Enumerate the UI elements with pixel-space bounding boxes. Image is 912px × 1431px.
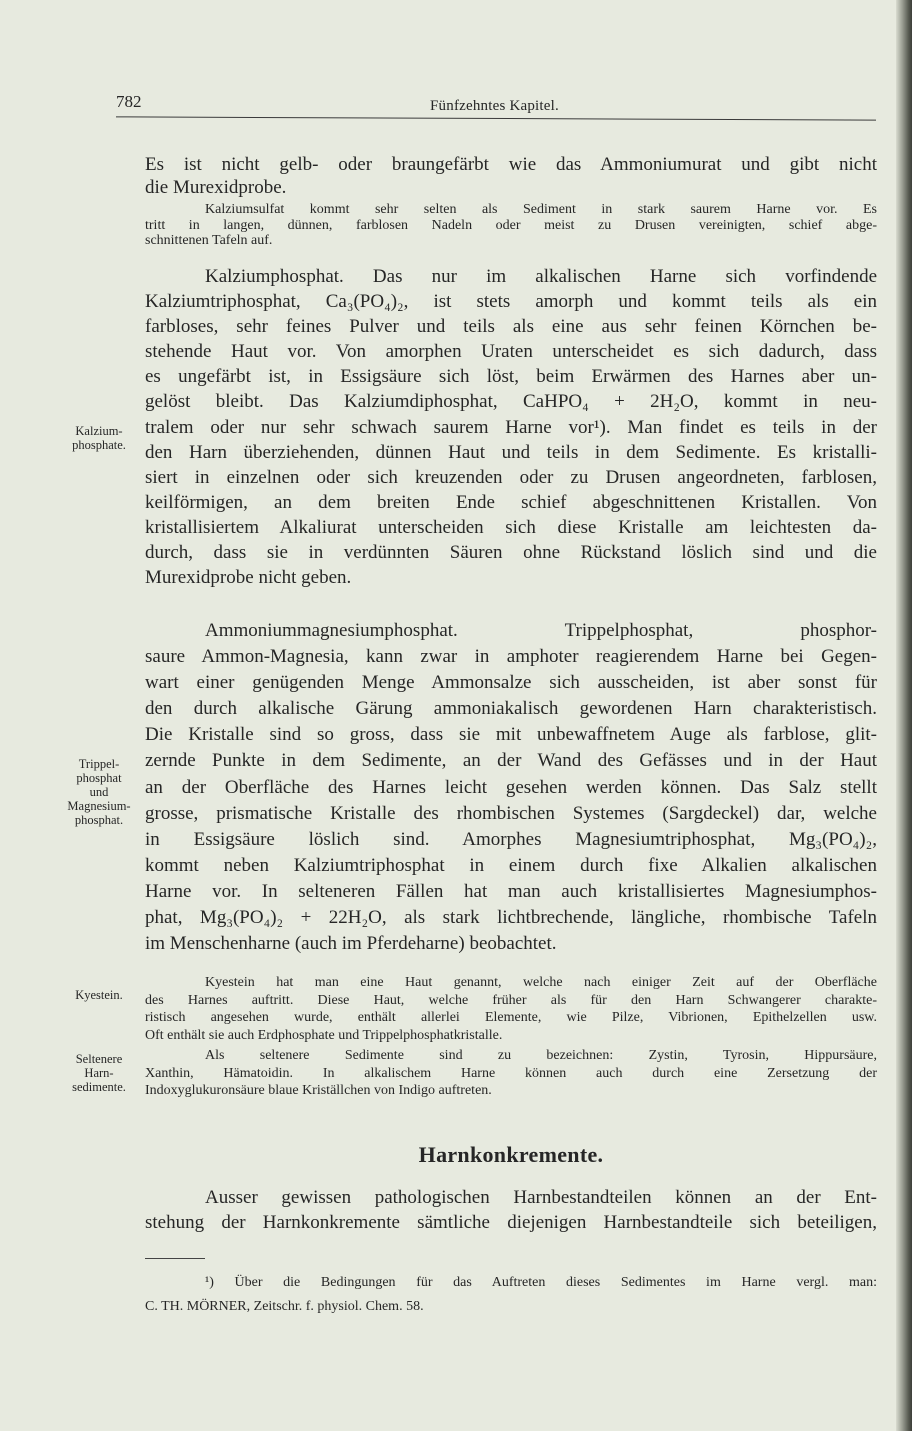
text-line: tralem oder nur sehr schwach saurem Harne vor¹). Man findet es teils in der [145,416,877,438]
margin-note-kyestein [58,988,140,1002]
margin-note-line: und [89,785,109,799]
text-line: Ammoniummagnesiumphosphat. Trippelphosphat, phosphor- [205,620,877,641]
paragraph-kyestein [145,974,877,1044]
page-number: 782 [116,92,142,111]
margin-note-line: Seltenere [75,1052,123,1066]
text-line: die Murexidprobe. [145,177,287,198]
text-line: an der Oberfläche des Harnes leicht gesehen werden können. Das Salz stellt [145,776,877,798]
text-line: C. TH. MÖRNER, Zeitschr. f. physiol. Chem. 58. [145,1299,424,1314]
paragraph-harnkonkremente [145,1185,877,1235]
text-line: den Harn überziehenden, dünnen Haut und teils in dem Sedimente. Es kristalli- [145,441,877,463]
text-line: saure Ammon-Magnesia, kann zwar in amphoter reagierendem Harne bei Gegen- [145,646,877,668]
paragraph-kalziumsulfat [145,202,877,249]
text-line: Kalziumphosphat. Das nur im alkalischen Harne sich vorfindende [205,266,877,287]
margin-note-line: phosphat [76,771,122,785]
text-line: Indoxyglukuronsäure blaue Kriställchen von Indigo auftreten. [145,1083,492,1099]
running-title: Fünfzehntes Kapitel. [430,98,559,114]
text-line: Ausser gewissen pathologischen Harnbestandteilen können an der Ent- [205,1187,877,1208]
text-line: ¹) Über die Bedingungen für das Auftreten dieses Sedimentes im Harne vergl. man: [205,1275,877,1290]
footnote-rule [145,1258,205,1259]
text-line: kommt neben Kalziumtriphosphat in einem durch fixe Alkalien alkalischen [145,854,877,876]
margin-note-kalziumphosphate [58,424,140,452]
text-line: schnittenen Tafeln auf. [145,233,273,248]
text-line: den durch alkalische Gärung ammoniakalisch gewordenen Harn charakteristisch. [145,698,877,720]
page-binding-shadow [896,0,912,1431]
margin-note-line: sedimente. [72,1080,126,1094]
text-line: Es ist nicht gelb- oder braungefärbt wie das Ammoniumurat und gibt nicht [145,154,877,175]
text-line: tritt in langen, dünnen, farblosen Nadeln oder meist zu Drusen vereinigten, schief abge- [145,217,877,233]
text-line: stehende Haut vor. Von amorphen Uraten unterscheidet es sich dadurch, dass [145,341,877,363]
text-line: ristisch angesehen wurde, enthält allerlei Elemente, wie Pilze, Vibrionen, Epithelzellen usw. [145,1010,877,1026]
text-line: Kalziumsulfat kommt sehr selten als Sediment in stark saurem Harne vor. Es [205,202,877,217]
text-line: Kalziumtriphosphat, Ca₃(PO₄)₂, ist stets amorph und kommt teils als ein [145,291,877,313]
margin-note-trippelphosphat [58,757,140,827]
text-line: keilförmigen, an dem breiten Ende schief abgeschnittenen Kristallen. Von [145,491,877,513]
text-line: gelöst bleibt. Das Kalziumdiphosphat, CaHPO₄ + 2H₂O, kommt in neu- [145,391,877,413]
margin-note-line: Kalzium- [75,424,123,438]
text-line: Murexidprobe nicht geben. [145,567,352,589]
margin-note-seltene-sedimente [58,1052,140,1094]
paragraph-seltene-sedimente [145,1047,877,1100]
paragraph-intro [145,153,877,199]
text-line: Als seltenere Sedimente sind zu bezeichnen: Zystin, Tyrosin, Hippursäure, [205,1048,877,1063]
text-line: wart einer genügenden Menge Ammonsalze sich ausscheiden, ist aber sonst für [145,672,877,694]
text-line: grosse, prismatische Kristalle des rhombischen Systemes (Sargdeckel) dar, welche [145,802,877,824]
text-line: des Harnes auftritt. Diese Haut, welche früher als für den Harn Schwangerer charakte- [145,992,877,1008]
text-line: im Menschenharne (auch im Pferdeharne) beobachtet. [145,933,557,955]
paragraph-kalziumphosphat [145,264,877,590]
margin-note-line: Magnesium- [67,799,131,813]
text-line: kristallisiertem Alkaliurat unterscheiden sich diese Kristalle am leichtesten da- [145,516,877,538]
text-line: Oft enthält sie auch Erdphosphate und Trippelphosphatkristalle. [145,1027,503,1043]
text-line: stehung der Harnkonkremente sämtliche diejenigen Harnbestandteile sich beteiligen, [145,1212,877,1233]
text-line: Xanthin, Hämatoidin. In alkalischem Harne können auch durch eine Zersetzung der [145,1065,877,1081]
text-line: Die Kristalle sind so gross, dass sie mit unbewaffnetem Auge als farblose, glit- [145,724,877,746]
margin-note-line: Trippel- [78,757,120,771]
section-heading: Harnkonkremente. [418,1142,604,1167]
margin-note-line: Kyestein. [75,988,123,1002]
margin-note-line: Harn- [84,1066,114,1080]
text-line: phat, Mg₃(PO₄)₂ + 22H₂O, als stark lichtbrechende, längliche, rhombische Tafeln [145,907,877,929]
text-line: in Essigsäure löslich sind. Amorphes Magnesiumtriphosphat, Mg₃(PO₄)₂, [145,828,877,850]
text-line: Harne vor. In selteneren Fällen hat man auch kristallisiertes Magnesiumphos- [145,880,877,902]
paragraph-ammoniummagnesiumphosphat [145,618,877,957]
text-line: Kyestein hat man eine Haut genannt, welche nach einiger Zeit auf der Oberfläche [205,975,877,990]
footnote [145,1271,877,1319]
text-line: zernde Punkte in dem Sedimente, an der Wand des Gefässes und in der Haut [145,750,877,772]
margin-note-line: phosphate. [72,438,126,452]
text-line: farbloses, sehr feines Pulver und teils als eine aus sehr feinen Körnchen be- [145,316,877,338]
text-line: es ungefärbt ist, in Essigsäure sich löst, beim Erwärmen des Harnes aber un- [145,366,877,388]
text-line: durch, dass sie in verdünnten Säuren ohne Rückstand löslich sind und die [145,542,877,564]
header-rule [116,116,876,120]
margin-note-line: phosphat. [74,813,124,827]
text-line: siert in einzelnen oder sich kreuzenden oder zu Drusen angeordneten, farblosen, [145,466,877,488]
